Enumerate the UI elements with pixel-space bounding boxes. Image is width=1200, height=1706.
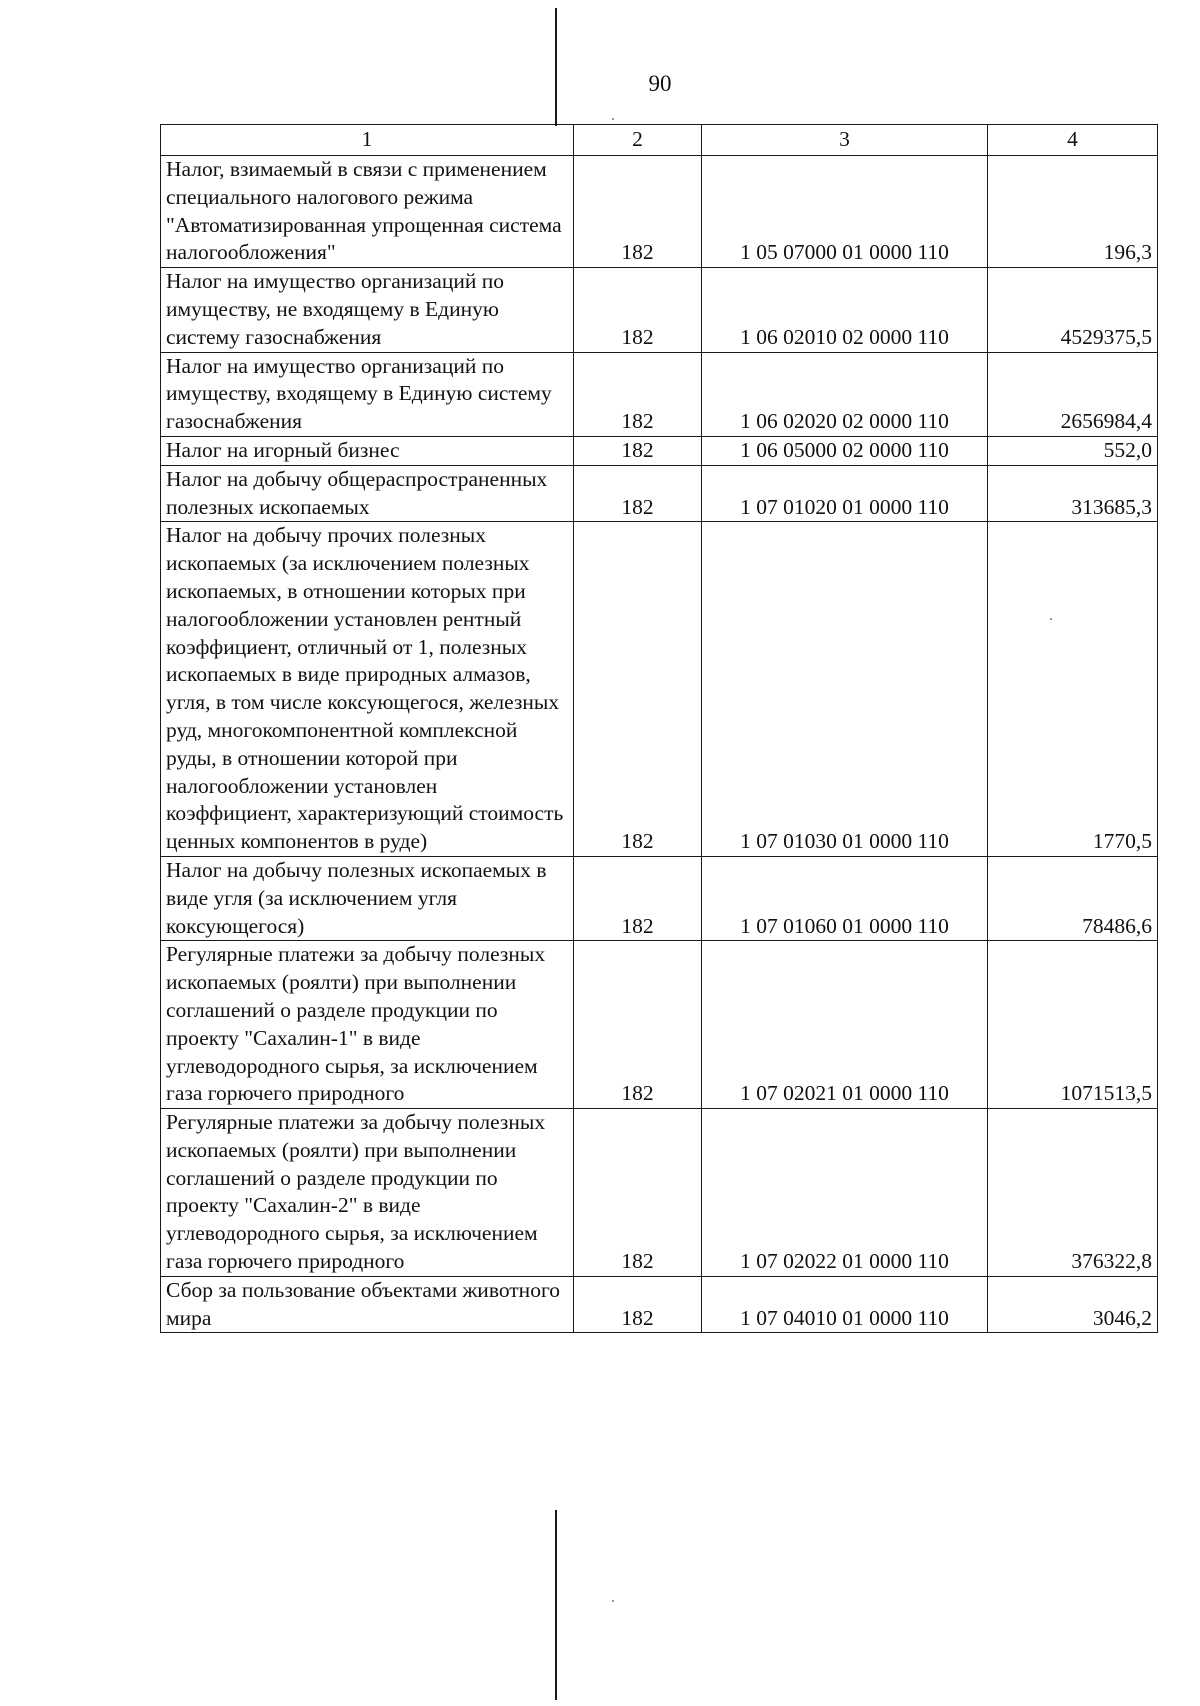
budget-classification-code: 1 06 02020 02 0000 110	[702, 352, 988, 436]
amount: 196,3	[988, 156, 1158, 268]
amount: 78486,6	[988, 856, 1158, 940]
budget-classification-code: 1 05 07000 01 0000 110	[702, 156, 988, 268]
table-row	[161, 436, 1158, 465]
income-name: Налог на добычу полезных ископаемых в виде угля (за исключением угля коксующегося)	[161, 856, 574, 940]
income-name: Регулярные платежи за добычу полезных ископаемых (роялти) при выполнении соглашений о разделе продукции по проекту "Сахалин-1" в виде углеводородного сырья, за исключением газа горючего природного	[161, 941, 574, 1109]
amount: 1071513,5	[988, 941, 1158, 1109]
income-name: Сбор за пользование объектами животного мира	[161, 1276, 574, 1333]
administrator-code: 182	[574, 856, 702, 940]
table-row	[161, 941, 1158, 1109]
table-row	[161, 156, 1158, 268]
administrator-code: 182	[574, 941, 702, 1109]
income-name: Налог на имущество организаций по имуществу, входящему в Единую систему газоснабжения	[161, 352, 574, 436]
amount: 4529375,5	[988, 268, 1158, 352]
column-header-4: 4	[988, 125, 1158, 156]
income-name: Налог на игорный бизнес	[161, 436, 574, 465]
budget-classification-code: 1 06 02010 02 0000 110	[702, 268, 988, 352]
amount: 376322,8	[988, 1109, 1158, 1277]
table-header-row	[161, 125, 1158, 156]
table-row	[161, 522, 1158, 857]
amount: 2656984,4	[988, 352, 1158, 436]
income-name: Налог, взимаемый в связи с применением специального налогового режима "Автоматизированная упрощенная система налогообложения"	[161, 156, 574, 268]
column-header-3: 3	[702, 125, 988, 156]
scan-speck	[612, 1600, 614, 1602]
administrator-code: 182	[574, 522, 702, 857]
binding-line-top	[555, 8, 557, 126]
administrator-code: 182	[574, 436, 702, 465]
table-row	[161, 856, 1158, 940]
budget-classification-code: 1 07 01020 01 0000 110	[702, 465, 988, 522]
administrator-code: 182	[574, 352, 702, 436]
table-row	[161, 465, 1158, 522]
amount: 3046,2	[988, 1276, 1158, 1333]
amount: 552,0	[988, 436, 1158, 465]
administrator-code: 182	[574, 1276, 702, 1333]
column-header-1: 1	[161, 125, 574, 156]
scan-speck	[612, 118, 614, 120]
column-header-2: 2	[574, 125, 702, 156]
table-row	[161, 352, 1158, 436]
administrator-code: 182	[574, 465, 702, 522]
budget-classification-code: 1 07 01030 01 0000 110	[702, 522, 988, 857]
administrator-code: 182	[574, 156, 702, 268]
administrator-code: 182	[574, 1109, 702, 1277]
binding-line-bottom	[555, 1510, 557, 1700]
budget-classification-code: 1 07 02021 01 0000 110	[702, 941, 988, 1109]
amount: 1770,5	[988, 522, 1158, 857]
budget-classification-code: 1 06 05000 02 0000 110	[702, 436, 988, 465]
amount: 313685,3	[988, 465, 1158, 522]
budget-classification-code: 1 07 04010 01 0000 110	[702, 1276, 988, 1333]
budget-classification-code: 1 07 01060 01 0000 110	[702, 856, 988, 940]
income-name: Налог на имущество организаций по имуществу, не входящему в Единую систему газоснабжения	[161, 268, 574, 352]
table-row	[161, 1109, 1158, 1277]
table-row	[161, 268, 1158, 352]
budget-classification-code: 1 07 02022 01 0000 110	[702, 1109, 988, 1277]
table-row	[161, 1276, 1158, 1333]
income-name: Налог на добычу общераспространенных полезных ископаемых	[161, 465, 574, 522]
income-name: Налог на добычу прочих полезных ископаемых (за исключением полезных ископаемых, в отношении которых при налогообложении установлен рентный коэффициент, отличный от 1, полезных ископаемых в виде природных алмазов, угля, в том числе коксующегося, железных руд, многокомпонентной комплексной руды, в отношении которой при налогообложении установлен коэффициент, характеризующий стоимость ценных компонентов в руде)	[161, 522, 574, 857]
administrator-code: 182	[574, 268, 702, 352]
income-name: Регулярные платежи за добычу полезных ископаемых (роялти) при выполнении соглашений о разделе продукции по проекту "Сахалин-2" в виде углеводородного сырья, за исключением газа горючего природного	[161, 1109, 574, 1277]
page-number: 90	[648, 71, 672, 96]
revenue-table	[160, 124, 1158, 1333]
